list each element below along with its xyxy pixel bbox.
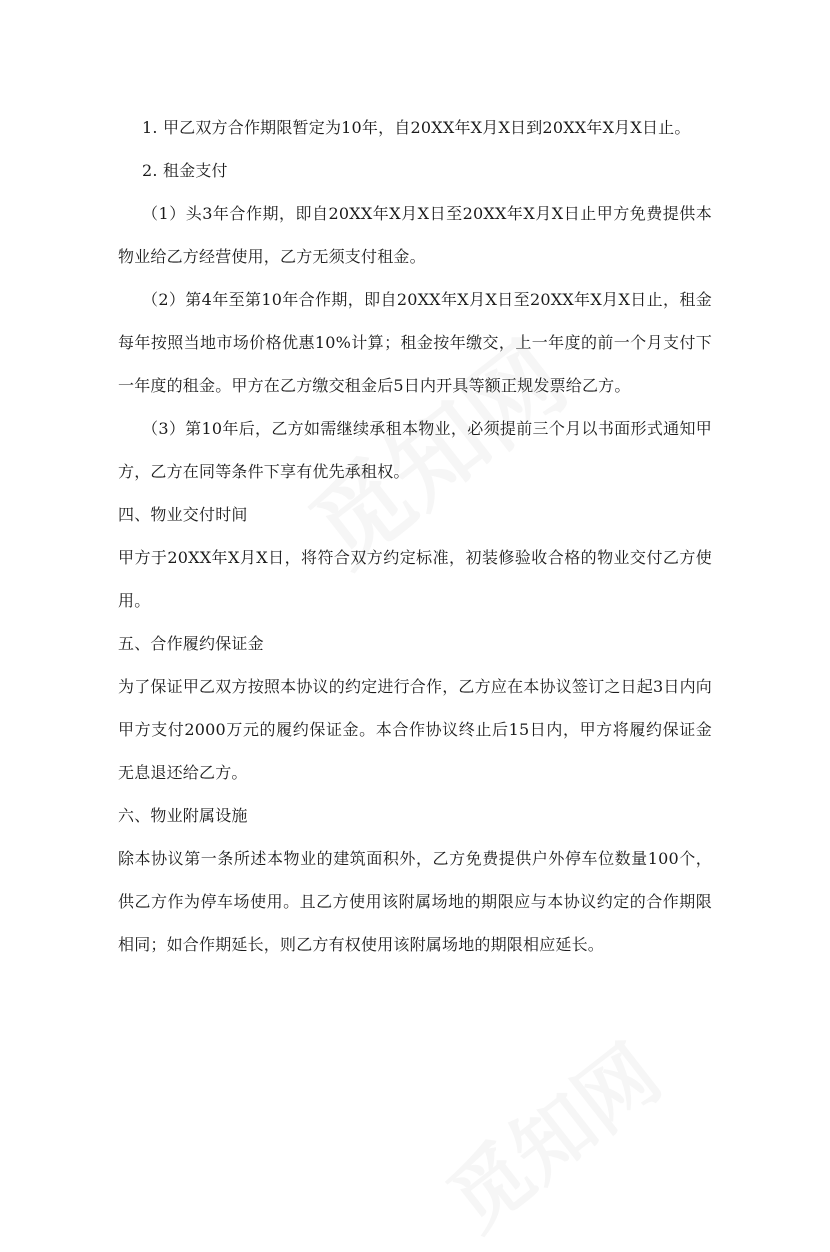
document-body xyxy=(118,106,712,966)
section-title-deposit: 五、合作履约保证金 xyxy=(118,634,264,653)
paragraph-rent-heading: 2. 租金支付 xyxy=(142,161,228,180)
paragraph-rent-1: （1）头3年合作期，即自20XX年X月X日至20XX年X月X日止甲方免费提供本物业给乙方经营使用，乙方无须支付租金。 xyxy=(118,204,712,266)
paragraph-delivery: 甲方于20XX年X月X日，将符合双方约定标准，初装修验收合格的物业交付乙方使用。 xyxy=(118,548,712,610)
paragraph-rent-3: （3）第10年后，乙方如需继续承租本物业，必须提前三个月以书面形式通知甲方，乙方在同等条件下享有优先承租权。 xyxy=(118,419,712,481)
paragraph-rent-2: （2）第4年至第10年合作期，即自20XX年X月X日至20XX年X月X日止，租金每年按照当地市场价格优惠10%计算；租金按年缴交，上一年度的前一个月支付下一年度的租金。甲方在乙方缴交租金后5日内开具等额正规发票给乙方。 xyxy=(118,290,712,395)
watermark xyxy=(420,1013,680,1251)
paragraph-term-period: 1. 甲乙双方合作期限暂定为10年，自20XX年X月X日到20XX年X月X日止。 xyxy=(142,118,691,137)
section-title-facilities: 六、物业附属设施 xyxy=(118,806,248,825)
section-title-delivery: 四、物业交付时间 xyxy=(118,505,248,524)
paragraph-deposit: 为了保证甲乙双方按照本协议的约定进行合作，乙方应在本协议签订之日起3日内向甲方支付2000万元的履约保证金。本合作协议终止后15日内，甲方将履约保证金无息退还给乙方。 xyxy=(118,677,712,782)
paragraph-facilities: 除本协议第一条所述本物业的建筑面积外，乙方免费提供户外停车位数量100个，供乙方作为停车场使用。且乙方使用该附属场地的期限应与本协议约定的合作期限相同；如合作期延长，则乙方有权使用该附属场地的期限相应延长。 xyxy=(118,849,712,954)
